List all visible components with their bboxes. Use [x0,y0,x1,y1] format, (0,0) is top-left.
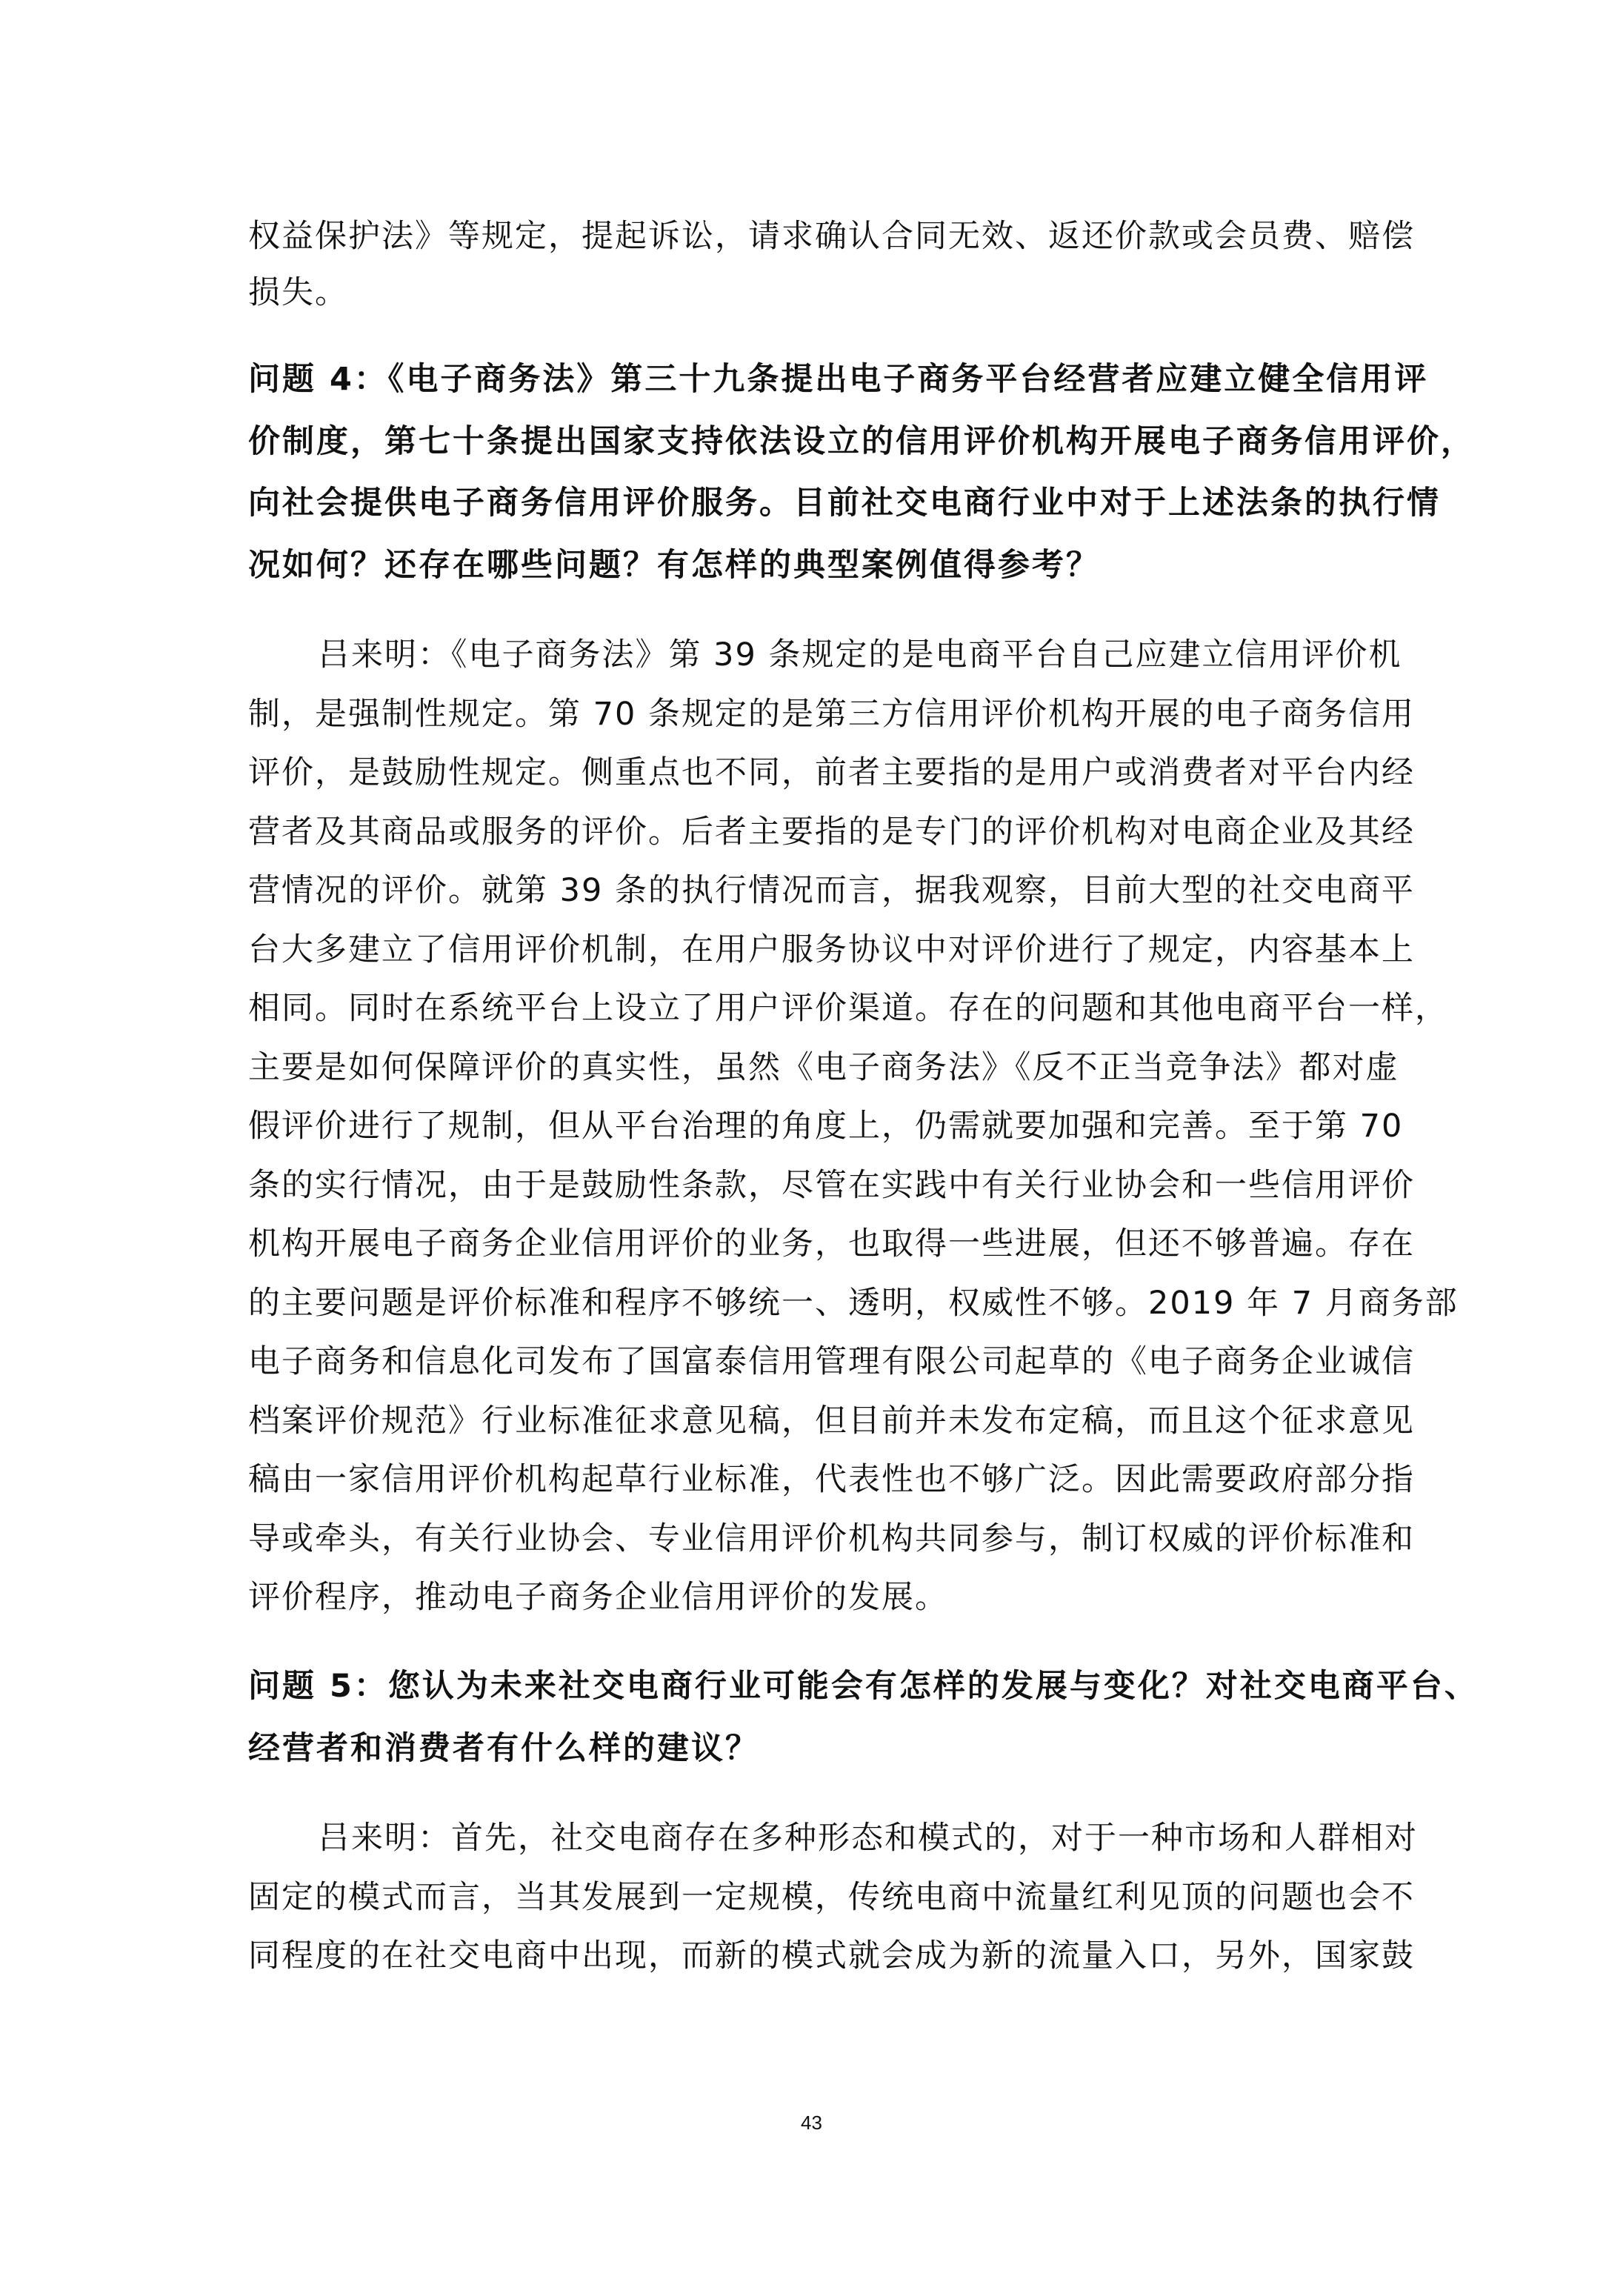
page-number: 43 [801,2112,822,2134]
text-line: 问题 4：《电子商务法》第三十九条提出电子商务平台经营者应建立健全信用评 [248,361,1429,398]
text-line: 相同。同时在系统平台上设立了用户评价渠道。存在的问题和其他电商平台一样， [248,990,1448,1027]
text-line: 向社会提供电子商务信用评价服务。目前社交电商行业中对于上述法条的执行情 [248,485,1441,522]
text-line: 评价，是鼓励性规定。侧重点也不同，前者主要指的是用户或消费者对平台内经 [248,754,1415,791]
text-line: 营者及其商品或服务的评价。后者主要指的是专门的评价机构对电商企业及其经 [248,813,1415,851]
text-line: 问题 5：您认为未来社交电商行业可能会有怎样的发展与变化？对社交电商平台、 [248,1668,1479,1705]
text-line: 条的实行情况，由于是鼓励性条款，尽管在实践中有关行业协会和一些信用评价 [248,1167,1415,1204]
text-line: 况如何？还存在哪些问题？有怎样的典型案例值得参考？ [248,547,1100,584]
text-line: 假评价进行了规制，但从平台治理的角度上，仍需就要加强和完善。至于第 70 [248,1108,1404,1145]
text-line: 评价程序，推动电子商务企业信用评价的发展。 [248,1579,948,1616]
text-line: 档案评价规范》行业标准征求意见稿，但目前并未发布定稿，而且这个征求意见 [248,1402,1415,1440]
text-line: 经营者和消费者有什么样的建议？ [248,1730,759,1767]
text-line: 价制度，第七十条提出国家支持依法设立的信用评价机构开展电子商务信用评价， [248,423,1475,460]
text-line: 台大多建立了信用评价机制，在用户服务协议中对评价进行了规定，内容基本上 [248,931,1415,968]
text-line: 损失。 [248,274,348,311]
text-line: 电子商务和信息化司发布了国富泰信用管理有限公司起草的《电子商务企业诚信 [248,1343,1415,1380]
text-line: 机构开展电子商务企业信用评价的业务，也取得一些进展，但还不够普遍。存在 [248,1225,1415,1262]
text-line: 主要是如何保障评价的真实性，虽然《电子商务法》《反不正当竞争法》都对虚 [248,1049,1399,1086]
text-line: 稿由一家信用评价机构起草行业标准，代表性也不够广泛。因此需要政府部分指 [248,1461,1415,1498]
text-line: 导或牵头，有关行业协会、专业信用评价机构共同参与，制订权威的评价标准和 [248,1520,1415,1557]
text-line: 同程度的在社交电商中出现，而新的模式就会成为新的流量入口，另外，国家鼓 [248,1937,1415,1974]
text-line: 的主要问题是评价标准和程序不够统一、透明，权威性不够。2019 年 7 月商务部 [248,1285,1459,1322]
text-line: 吕来明：首先，社交电商存在多种形态和模式的，对于一种市场和人群相对 [318,1820,1418,1857]
text-line: 权益保护法》等规定，提起诉讼，请求确认合同无效、返还价款或会员费、赔偿 [248,218,1415,255]
text-line: 营情况的评价。就第 39 条的执行情况而言，据我观察，目前大型的社交电商平 [248,872,1416,909]
text-line: 固定的模式而言，当其发展到一定规模，传统电商中流量红利见顶的问题也会不 [248,1879,1415,1916]
text-line: 制，是强制性规定。第 70 条规定的是第三方信用评价机构开展的电子商务信用 [248,696,1416,733]
text-line: 吕来明：《电子商务法》第 39 条规定的是电商平台自己应建立信用评价机 [318,636,1402,673]
